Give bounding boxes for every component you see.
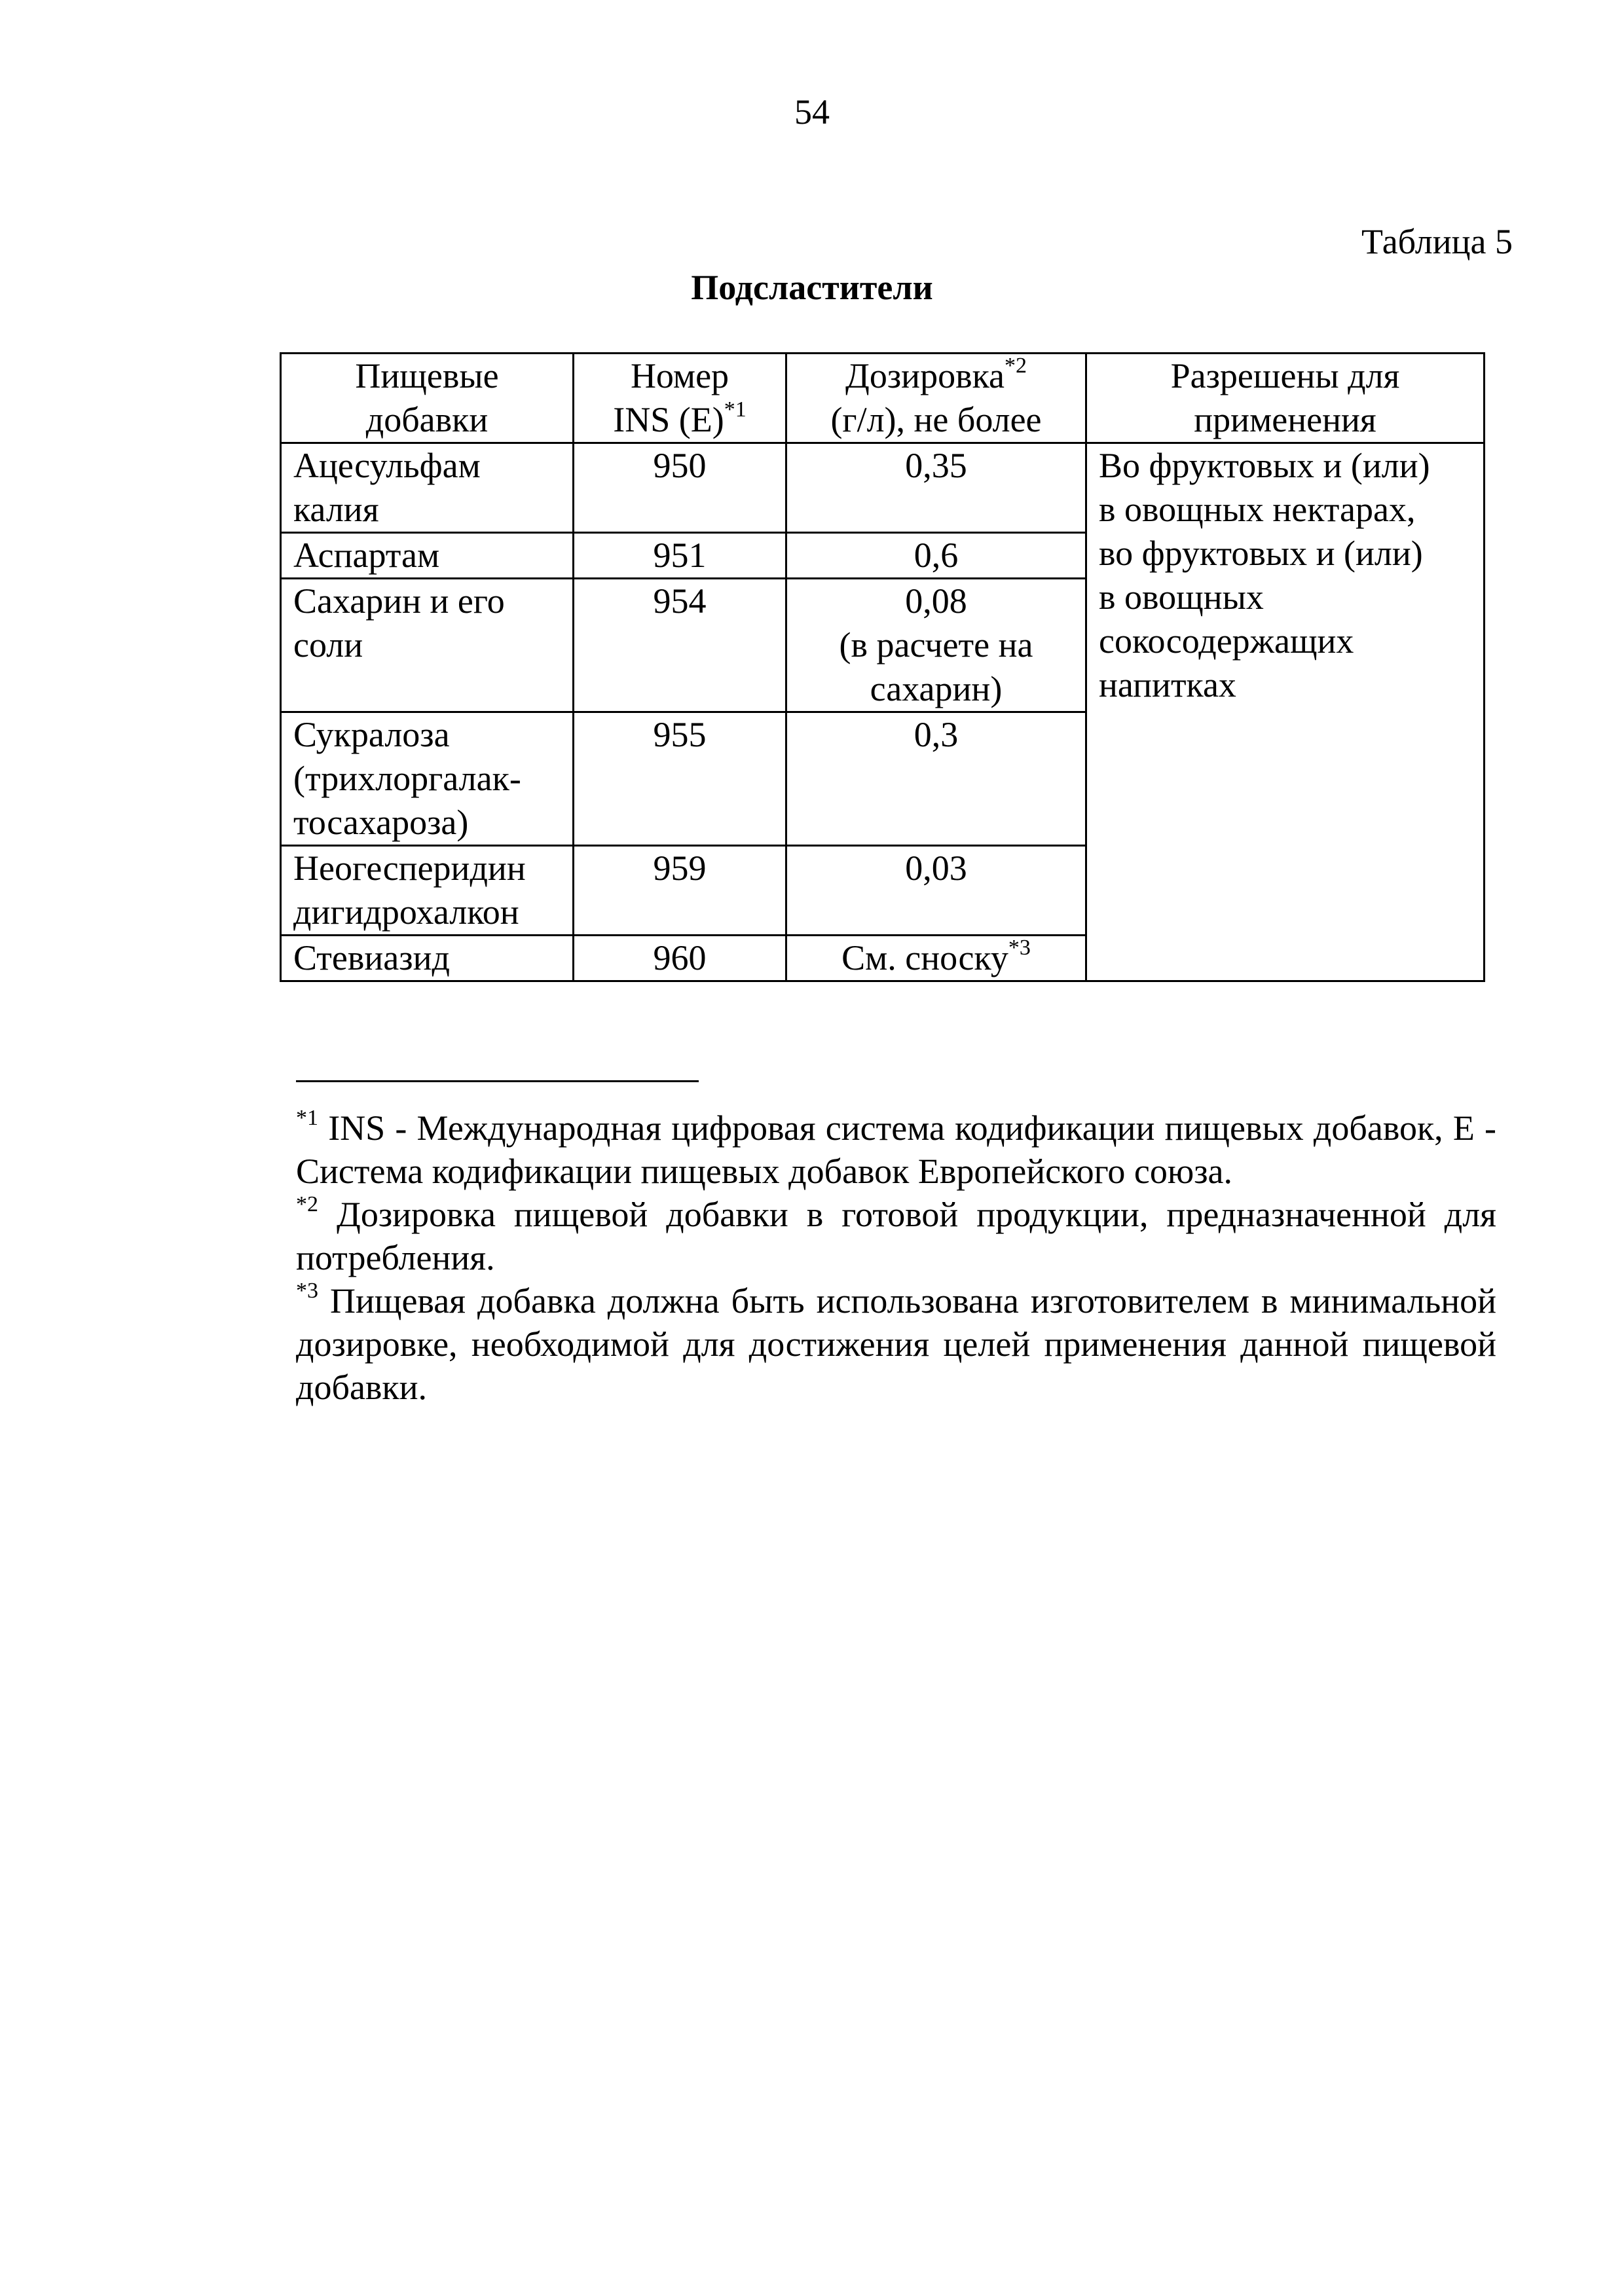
header-text: Номер: [630, 356, 729, 395]
additive-cell: Стевиазид: [281, 936, 574, 981]
dose-text: (в расчете на: [839, 625, 1033, 665]
dose-text: сахарин): [870, 669, 1003, 708]
footnote-marker: *2: [1004, 354, 1027, 378]
additive-name: Неогесперидин: [293, 848, 526, 888]
additive-name: Сахарин и его: [293, 581, 505, 621]
allowed-use-text: в овощных: [1099, 577, 1264, 617]
ins-cell: 951: [574, 533, 786, 579]
header-text: применения: [1194, 400, 1376, 439]
dose-cell: [786, 579, 1086, 712]
footnote-marker: *1: [296, 1106, 318, 1130]
header-text: добавки: [365, 400, 489, 439]
ins-cell: 950: [574, 443, 786, 533]
dose-cell: 0,3: [786, 712, 1086, 846]
footnote-marker: *3: [1008, 936, 1031, 960]
additive-name: (трихлоргалак-: [293, 759, 521, 798]
header-text: INS (Е): [613, 400, 724, 439]
additive-cell: [281, 712, 574, 846]
ins-cell: 955: [574, 712, 786, 846]
additive-name: тосахароза): [293, 803, 469, 842]
footnote-1: [296, 1106, 1496, 1193]
additive-cell: Аспартам: [281, 533, 574, 579]
additive-name: калия: [293, 490, 379, 529]
header-allowed-use: [1086, 354, 1485, 443]
footnote-marker: *1: [724, 397, 747, 422]
dose-text: См. сноску: [841, 938, 1008, 977]
additive-cell: [281, 846, 574, 936]
allowed-use-text: в овощных нектарах,: [1099, 490, 1416, 529]
ins-cell: 954: [574, 579, 786, 712]
header-ins-number: [574, 354, 786, 443]
page-number: 54: [794, 92, 830, 132]
header-dosage: [786, 354, 1086, 443]
allowed-use-text: Во фруктовых и (или): [1099, 446, 1430, 485]
footnotes: [296, 1106, 1496, 1409]
header-text: (г/л), не более: [830, 400, 1042, 439]
dose-cell: 0,03: [786, 846, 1086, 936]
header-text: Дозировка: [845, 356, 1005, 395]
allowed-use-text: напитках: [1099, 665, 1236, 704]
header-text: Разрешены для: [1170, 356, 1400, 395]
footnote-text: Дозировка пищевой добавки в готовой продукции, предназначенной для потребления.: [296, 1195, 1497, 1277]
table-header-row: [281, 354, 1485, 443]
sweeteners-table: [280, 352, 1485, 982]
allowed-use-text: сокосодержащих: [1099, 621, 1354, 661]
dose-cell: 0,6: [786, 533, 1086, 579]
footnote-marker: *3: [296, 1279, 318, 1303]
additive-cell: [281, 579, 574, 712]
additive-name: соли: [293, 625, 363, 665]
ins-cell: 959: [574, 846, 786, 936]
header-text: Пищевые: [355, 356, 499, 395]
footnote-2: [296, 1193, 1496, 1279]
header-additives: [281, 354, 574, 443]
additive-name: дигидрохалкон: [293, 892, 519, 932]
additive-cell: [281, 443, 574, 533]
allowed-use-cell: [1086, 443, 1485, 981]
footnote-separator: [296, 1080, 699, 1082]
table-row: [281, 443, 1485, 533]
additive-name: Сукралоза: [293, 715, 450, 754]
additive-name: Ацесульфам: [293, 446, 481, 485]
ins-cell: 960: [574, 936, 786, 981]
table-title: Подсластители: [691, 268, 933, 307]
footnote-3: [296, 1279, 1496, 1409]
footnote-text: Пищевая добавка должна быть использована изготовителем в минимальной дозировке, необходимой для достижения целей применения данной пищевой добавки.: [296, 1281, 1497, 1407]
table-label: Таблица 5: [1361, 222, 1513, 261]
dose-cell: 0,35: [786, 443, 1086, 533]
dose-cell: [786, 936, 1086, 981]
allowed-use-text: во фруктовых и (или): [1099, 534, 1423, 573]
footnote-marker: *2: [296, 1192, 318, 1216]
dose-text: 0,08: [905, 581, 967, 621]
footnote-text: INS - Международная цифровая система кодификации пищевых добавок, Е - Система кодификации пищевых добавок Европейского союза.: [296, 1108, 1496, 1191]
